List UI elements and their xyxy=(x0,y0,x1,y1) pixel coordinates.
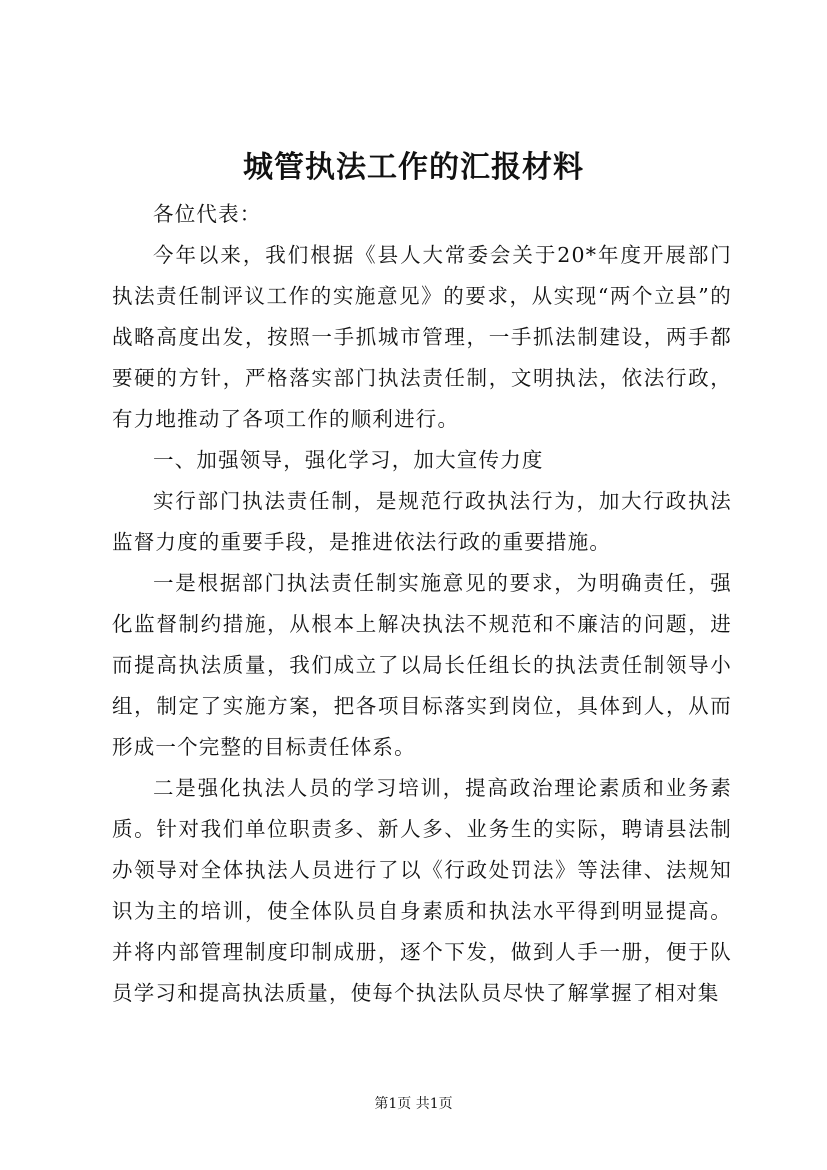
paragraph-point-2: 二是强化执法人员的学习培训，提高政治理论素质和业务素质。针对我们单位职责多、新人多、业务生的实际，聘请县法制办领导对全体执法人员进行了以《行政处罚法》等法律、法规知识为主的培训，使全体队员自身素质和执法水平得到明显提高。并将内部管理制度印制成册，逐个下发，做到人手一册，便于队员学习和提高执法质量，使每个执法队员尽快了解掌握了相对集 xyxy=(112,776,732,1005)
document-title: 城管执法工作的汇报材料 xyxy=(243,150,584,185)
salutation: 各位代表： xyxy=(153,202,262,226)
paragraph-intro: 今年以来，我们根据《县人大常委会关于20*年度开展部门执法责任制评议工作的实施意见》的要求，从实现“两个立县”的战略高度出发，按照一手抓城市管理，一手抓法制建设，两手都要硬的方针，严格落实部门执法责任制，文明执法，依法行政，有力地推动了各项工作的顺利进行。 xyxy=(112,243,732,431)
paragraph-point-1: 一是根据部门执法责任制实施意见的要求，为明确责任，强化监督制约措施，从根本上解决执法不规范和不廉洁的问题，进而提高执法质量，我们成立了以局长任组长的执法责任制领导小组，制定了实施方案，把各项目标落实到岗位，具体到人，从而形成一个完整的目标责任体系。 xyxy=(112,571,732,759)
section-heading-1: 一、加强领导，强化学习，加大宣传力度 xyxy=(153,448,544,472)
page-number-footer: 第1页 共1页 xyxy=(374,1096,453,1112)
document-body xyxy=(112,194,732,1014)
paragraph-section-1: 实行部门执法责任制，是规范行政执法行为，加大行政执法监督力度的重要手段，是推进依法行政的重要措施。 xyxy=(112,489,732,554)
